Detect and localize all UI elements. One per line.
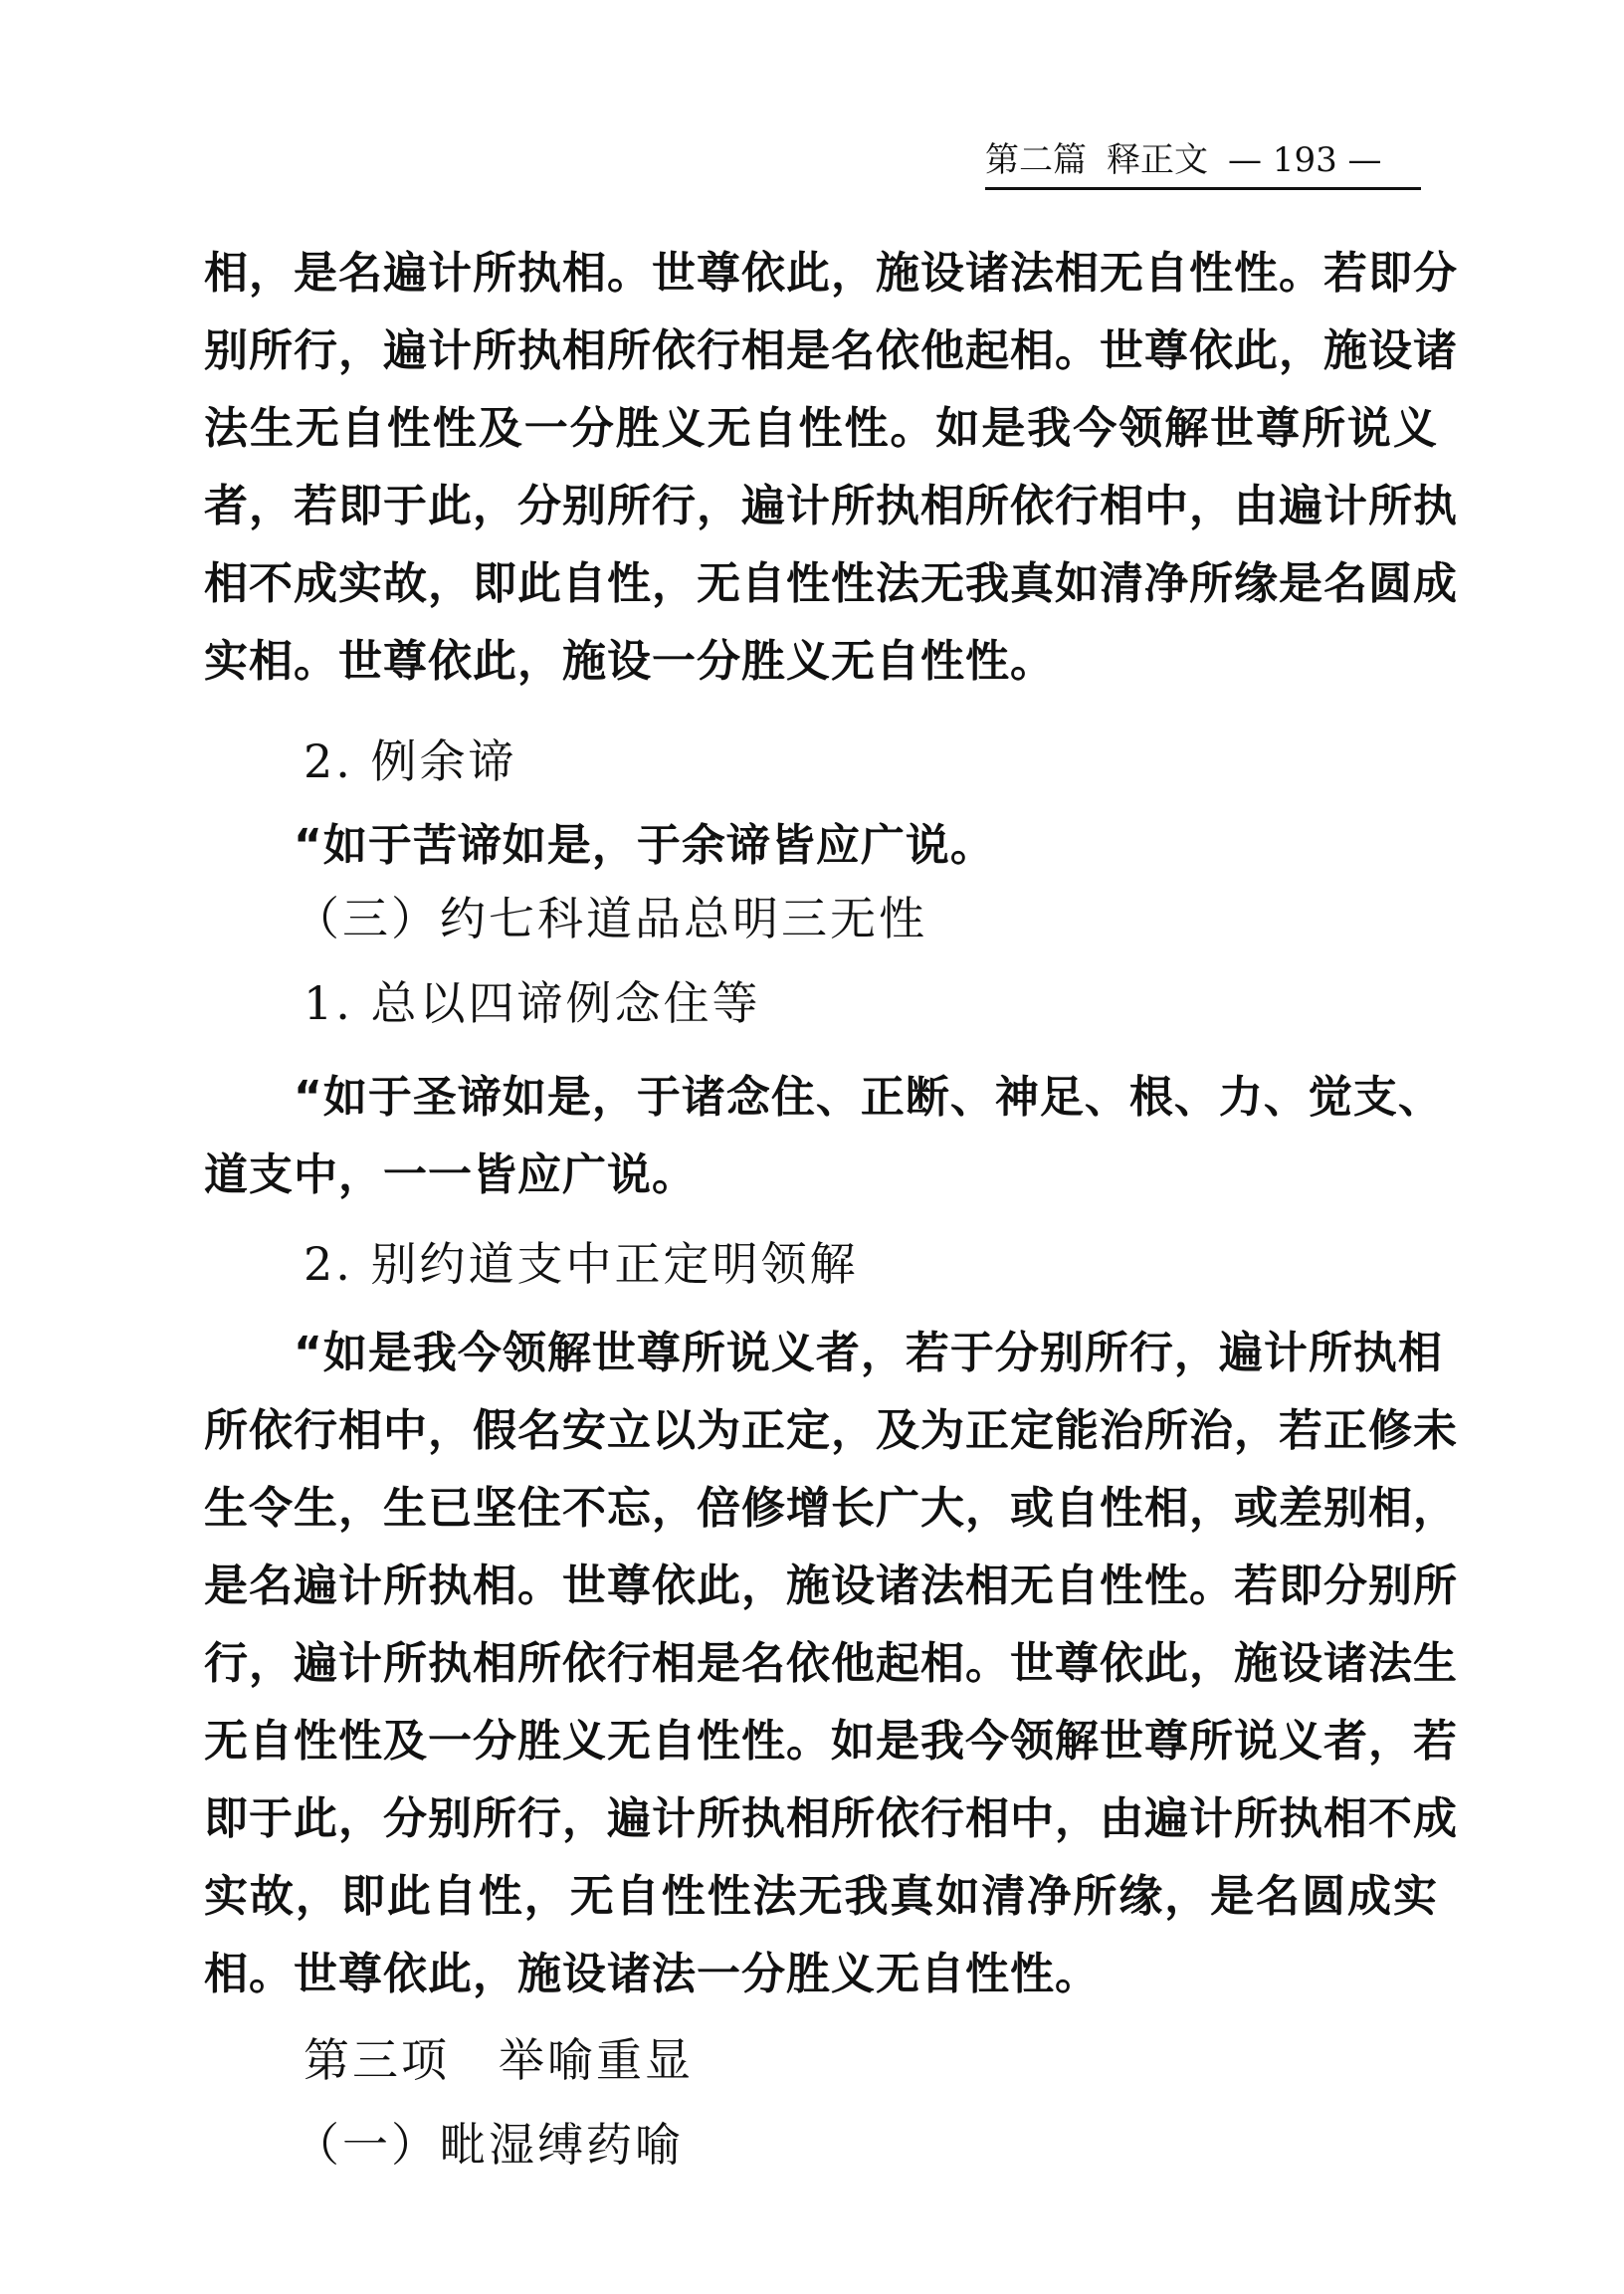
section-heading: （一）毗湿缚药喻 [294,2118,684,2172]
paragraph-line: 生令生，生已坚住不忘，倍修增长广大，或自性相，或差别相， [204,1483,1458,1534]
paragraph-line: 者，若即于此，分别所行，遍计所执相所依行相中，由遍计所执 [204,481,1458,531]
paragraph-line: 是名遍计所执相。世尊依此，施设诸法相无自性性。若即分别所 [204,1561,1458,1611]
paragraph-line: 行，遍计所执相所依行相是名依他起相。世尊依此，施设诸法生 [204,1638,1458,1689]
paragraph-line: 实故，即此自性，无自性性法无我真如清净所缘，是名圆成实 [204,1871,1438,1922]
paragraph-line: 相不成实故，即此自性，无自性性法无我真如清净所缘是名圆成 [204,558,1458,609]
section-heading: 第三项 举喻重显 [304,2033,694,2087]
paragraph-line: “如于圣谛如是，于诸念住、正断、神足、根、力、觉支、 [294,1072,1443,1123]
paragraph-line: 无自性性及一分胜义无自性性。如是我今领解世尊所说义者，若 [204,1716,1458,1767]
paragraph-line: 别所行，遍计所执相所依行相是名依他起相。世尊依此，施设诸 [204,325,1458,376]
paragraph-line: 相，是名遍计所执相。世尊依此，施设诸法相无自性性。若即分 [204,248,1458,299]
section-heading: 2. 别约道支中正定明领解 [304,1237,859,1291]
paragraph-line: 即于此，分别所行，遍计所执相所依行相中，由遍计所执相不成 [204,1793,1458,1844]
header-title: 释正文 [1107,140,1208,180]
paragraph-line: 相。世尊依此，施设诸法一分胜义无自性性。 [204,1949,1100,1999]
paragraph-line: 所依行相中，假名安立以为正定，及为正定能治所治，若正修未 [204,1405,1458,1456]
page-number: — 193 — [1228,140,1382,180]
paragraph-line: 法生无自性性及一分胜义无自性性。如是我今领解世尊所说义 [204,403,1438,454]
section-heading: 2. 例余谛 [304,734,517,788]
section-heading: （三）约七科道品总明三无性 [294,892,927,945]
paragraph-line: 道支中，一一皆应广说。 [204,1149,697,1200]
paragraph-line: 实相。世尊依此，施设一分胜义无自性性。 [204,636,1055,687]
paragraph-line: “如于苦谛如是，于余谛皆应广说。 [294,820,995,871]
running-header [985,137,1421,190]
header-section: 第二篇 [985,140,1087,180]
section-heading: 1. 总以四谛例念住等 [304,976,761,1030]
paragraph-line: “如是我今领解世尊所说义者，若于分别所行，遍计所执相 [294,1328,1443,1378]
